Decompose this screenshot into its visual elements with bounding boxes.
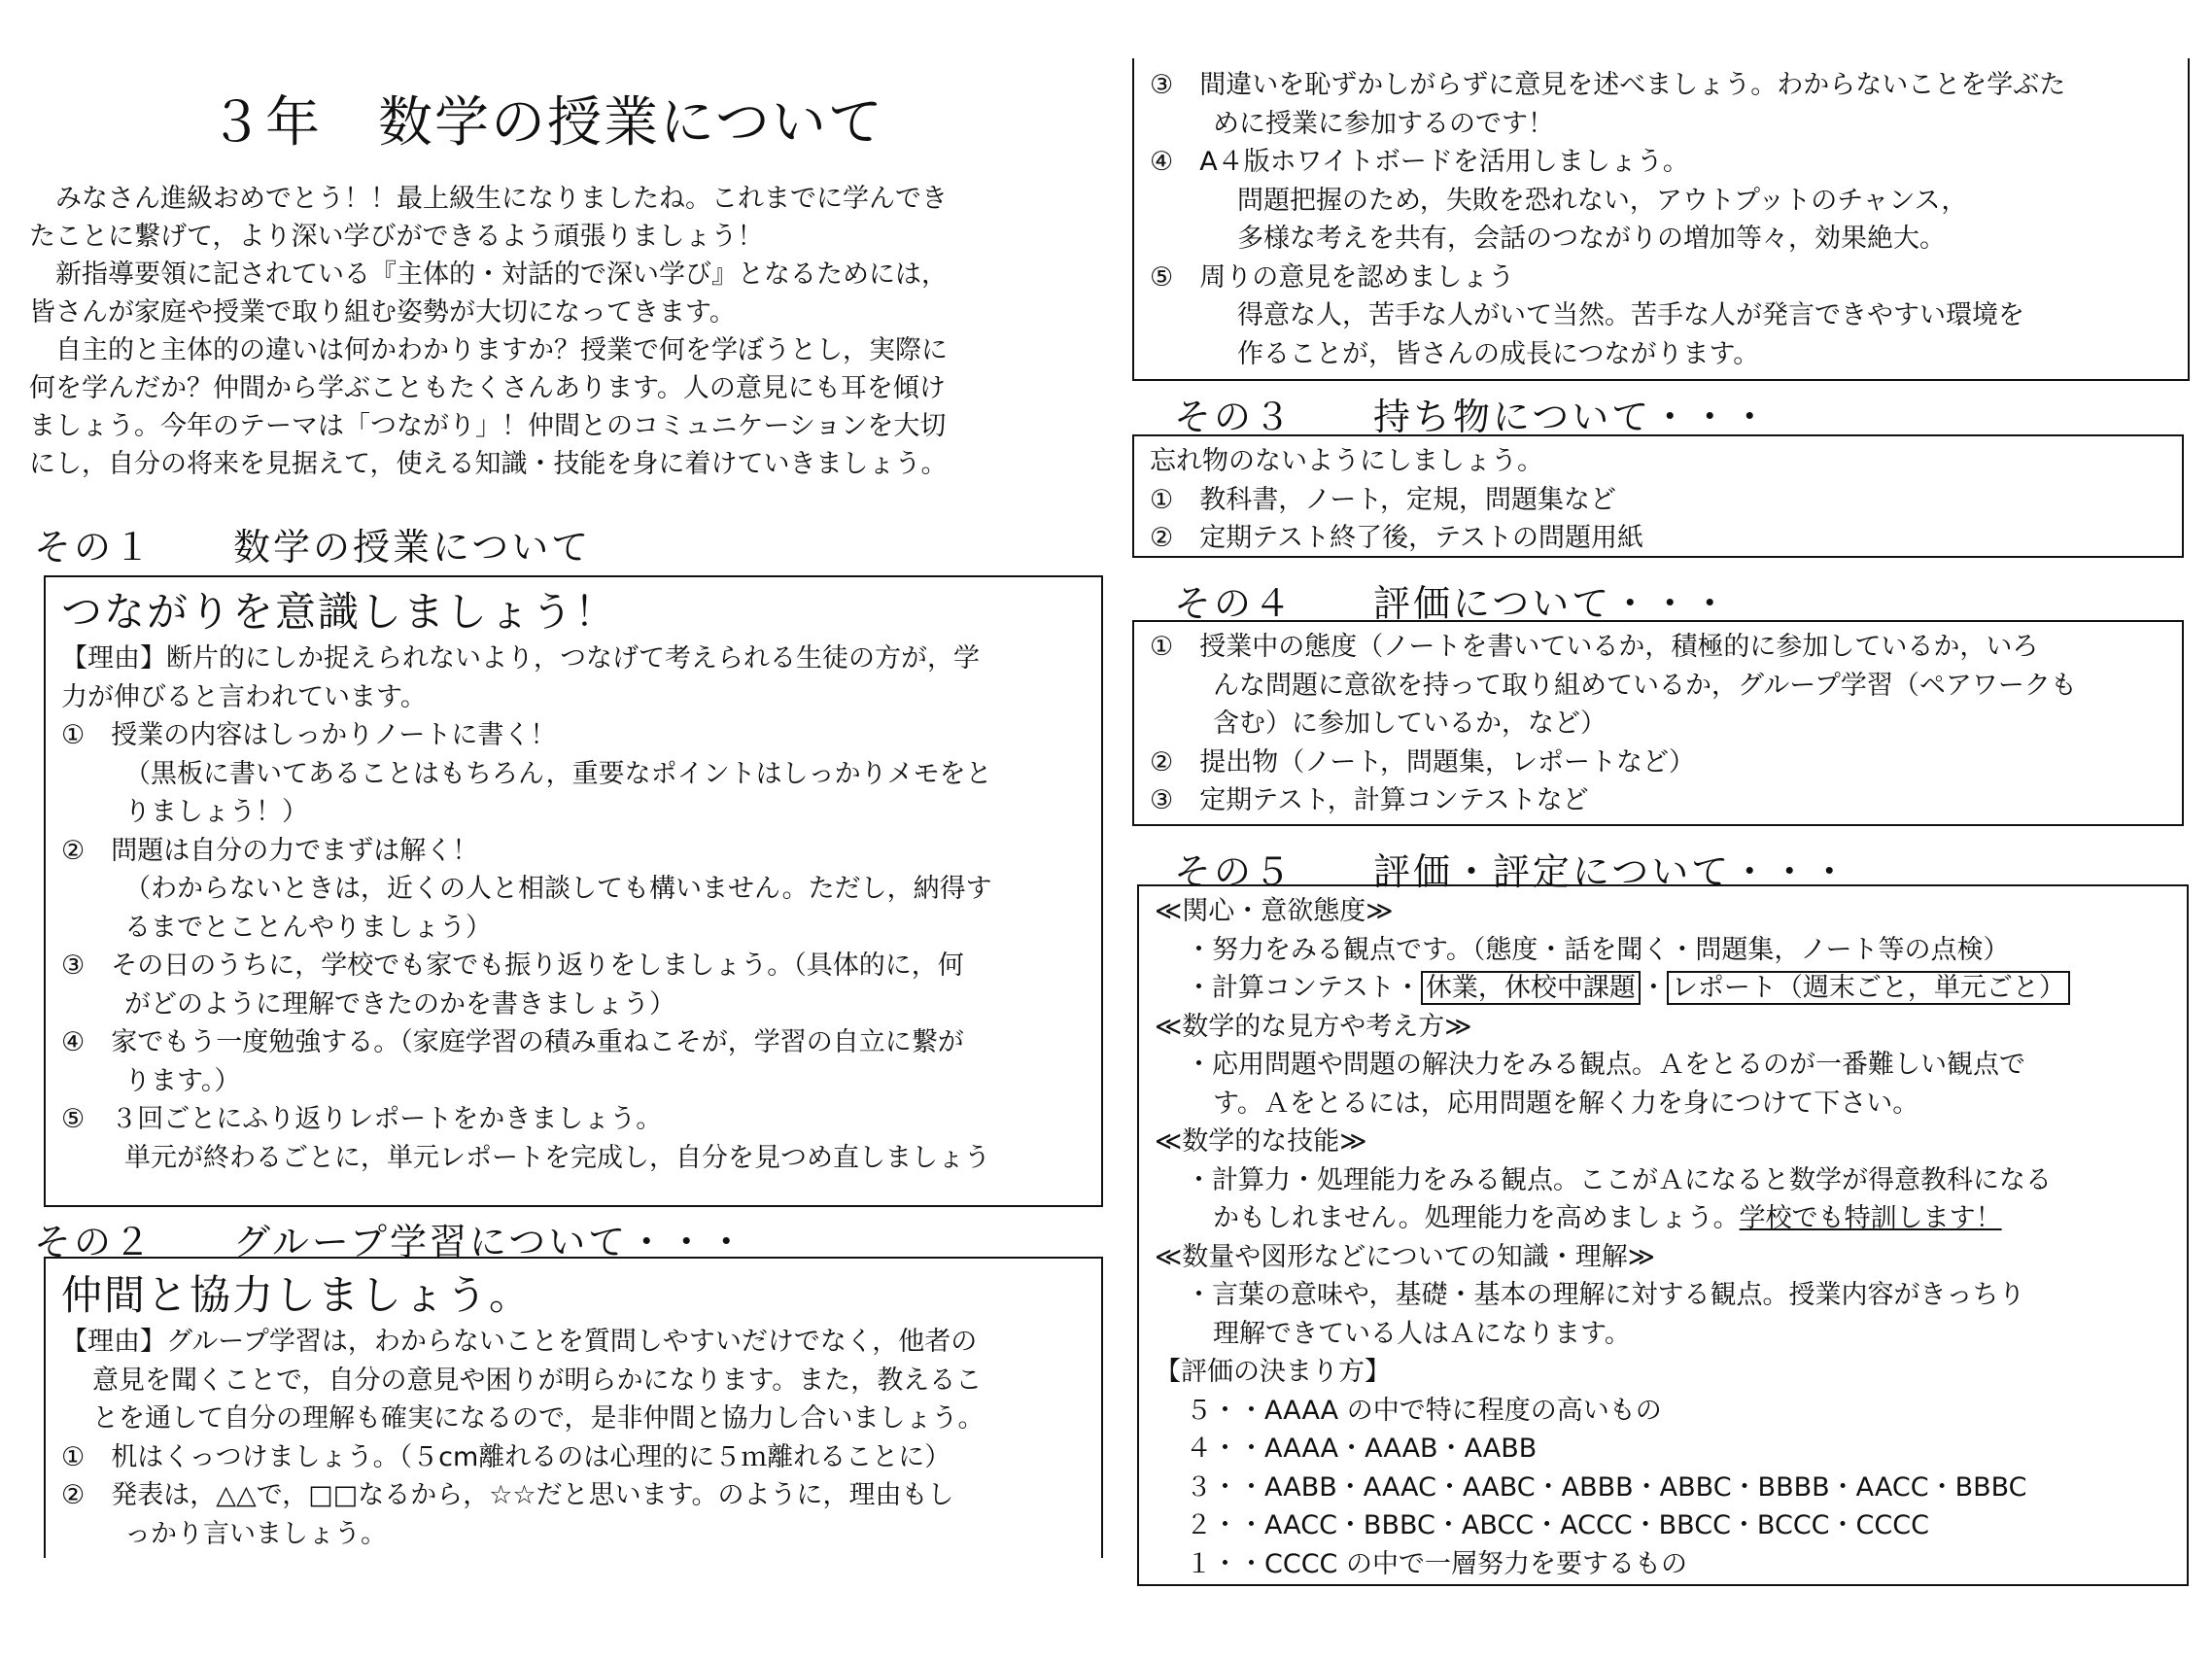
section1-box — [44, 575, 1103, 1207]
text-line: 忘れ物のないようにしましょう。 — [1150, 446, 1543, 476]
section5-heading: その５ 評価・評定について・・・ — [1174, 850, 1851, 893]
grading-heading: 【評価の決まり方】 — [1155, 1357, 1391, 1387]
criterion-interest: ≪関心・意欲態度≫ — [1155, 896, 1394, 926]
section3-box — [1132, 434, 2184, 558]
text-line: 作ることが，皆さんの成長につながります。 — [1237, 338, 1760, 369]
section3-lines — [1150, 442, 2166, 558]
criterion-text: す。Ａをとるには，応用問題を解く力を身につけて下さい。 — [1213, 1088, 1919, 1119]
section2-lines — [61, 1323, 1086, 1553]
criterion-knowledge: ≪数量や図形などについての知識・理解≫ — [1155, 1241, 1655, 1272]
intro-line: 何を学んだか？仲間から学ぶこともたくさんあります。人の意見にも耳を傾け — [29, 373, 946, 403]
text-line: ① 授業の内容はしっかりノートに書く！ — [61, 720, 557, 750]
boxed-text: 休業，休校中課題 — [1421, 971, 1641, 1005]
text-line: っかり言いましょう。 — [124, 1518, 387, 1549]
section2-heading: その２ グループ学習について・・・ — [34, 1221, 748, 1263]
text-line: ① 机はくっつけましょう。（５cm離れるのは心理的に５ｍ離れることに） — [61, 1441, 951, 1472]
criterion-text — [1155, 969, 2171, 1008]
text-span: ・ — [1640, 973, 1667, 1003]
underlined-text: 学校でも特訓します！ — [1739, 1203, 2002, 1233]
text-line: めに授業に参加するのです！ — [1213, 108, 1554, 139]
section2-continued-box — [1132, 58, 2190, 381]
section2-box — [44, 1257, 1103, 1558]
boxed-text: レポート（週末ごと，単元ごと） — [1667, 971, 2070, 1005]
intro-line: にし，自分の将来を見据えて，使える知識・技能を身に着けていきましょう。 — [29, 449, 948, 479]
criterion-text — [1155, 1199, 2171, 1238]
intro-line: みなさん進級おめでとう！！最上級生になりましたね。これまでに学んでき — [29, 184, 948, 214]
text-line: とを通して自分の理解も確実になるので，是非仲間と協力し合いましょう。 — [92, 1403, 985, 1434]
text-line: ④ 家でもう一度勉強する。（家庭学習の積み重ねこそが，学習の自立に繋が — [61, 1027, 964, 1057]
text-line: 力が伸びると言われています。 — [61, 681, 427, 712]
intro-line: たことに繋げて，より深い学びができるよう頑張りましょう！ — [29, 222, 764, 252]
text-line: （黒板に書いてあることはもちろん，重要なポイントはしっかりメモをと — [124, 758, 992, 789]
text-line: ① 授業中の態度（ノートを書いているか，積極的に参加しているか，いろ — [1150, 632, 2039, 662]
text-line: ③ 間違いを恥ずかしがらずに意見を述べましょう。わからないことを学ぶた — [1150, 70, 2066, 100]
text-line: 【理由】断片的にしか捉えられないより，つなげて考えられる生徒の方が，学 — [61, 643, 980, 674]
text-line: ② 提出物（ノート，問題集，レポートなど） — [1150, 746, 1695, 778]
text-span: かもしれません。処理能力を高めましょう。 — [1213, 1203, 1740, 1233]
criterion-text: 理解できている人はＡになります。 — [1213, 1318, 1631, 1349]
criterion-skill: ≪数学的な技能≫ — [1155, 1126, 1367, 1157]
intro-line: 皆さんが家庭や授業で取り組む姿勢が大切になってきます。 — [29, 297, 736, 328]
intro-paragraph — [29, 180, 1069, 483]
text-line: 含む）に参加しているか，など） — [1213, 709, 1607, 739]
text-line: ④ A４版ホワイトボードを活用しましょう。 — [1150, 147, 1689, 177]
criterion-text: ・応用問題や問題の解決力をみる観点。Ａをとるのが一番難しい観点で — [1186, 1050, 2025, 1080]
section2-continued-lines — [1150, 66, 2172, 373]
text-line: 単元が終わるごとに，単元レポートを完成し，自分を見つめ直しましょう — [124, 1142, 990, 1173]
text-line: 問題把握のため，失敗を恐れない，アウトプットのチャンス， — [1237, 185, 1968, 216]
text-line: ③ 定期テスト，計算コンテストなど — [1150, 785, 1589, 815]
intro-line: 新指導要領に記されている『主体的・対話的で深い学び』となるためには， — [29, 259, 948, 290]
text-line: 【理由】グループ学習は，わからないことを質問しやすいだけでなく，他者の — [61, 1327, 978, 1357]
text-line: りましょう！） — [124, 797, 308, 827]
grade-rule: ２・・AACC・BBBC・ABCC・ACCC・BBCC・BCCC・CCCC — [1186, 1510, 1929, 1540]
text-line: んな問題に意欲を持って取り組めているか，グループ学習（ペアワークも — [1213, 670, 2077, 701]
text-line: ⑤ 周りの意見を認めましょう — [1150, 261, 1515, 293]
text-line: がどのように理解できたのかを書きましょう） — [124, 988, 675, 1020]
text-line: 意見を聞くことで，自分の意見や困りが明らかになります。また，教えるこ — [92, 1365, 983, 1396]
text-line: ① 教科書，ノート，定規，問題集など — [1150, 484, 1616, 515]
section1-slogan: つながりを意識しましょう！ — [61, 588, 618, 636]
grade-rule: １・・CCCC の中で一層努力を要するもの — [1186, 1548, 1687, 1579]
text-line: ② 定期テスト終了後，テストの問題用紙 — [1150, 523, 1644, 553]
criterion-thinking: ≪数学的な見方や考え方≫ — [1155, 1011, 1472, 1042]
grade-rule: ３・・AABB・AAAC・AABC・ABBB・ABBC・BBBB・AACC・BBBC — [1186, 1471, 2027, 1503]
grade-rule: ４・・AAAA・AAAB・AABB — [1186, 1434, 1538, 1464]
section4-heading: その４ 評価について・・・ — [1174, 582, 1732, 625]
section5-box — [1137, 884, 2189, 1586]
text-line: （わからないときは，近くの人と相談しても構いません。ただし，納得す — [124, 874, 992, 904]
intro-line: ましょう。今年のテーマは「つながり」！仲間とのコミュニケーションを大切 — [29, 411, 947, 441]
text-line: るまでとことんやりましょう） — [124, 912, 492, 943]
text-line: ③ その日のうちに，学校でも家でも振り返りをしましょう。（具体的に，何 — [61, 950, 964, 981]
section2-slogan: 仲間と協力しましょう。 — [61, 1271, 533, 1319]
criterion-text: ・計算力・処理能力をみる観点。ここがＡになると数学が得意教科になる — [1186, 1164, 2052, 1195]
text-line: 得意な人，苦手な人がいて当然。苦手な人が発言できやすい環境を — [1237, 300, 2024, 330]
text-line: ⑤ ３回ごとにふり返りレポートをかきましょう。 — [61, 1104, 663, 1134]
section4-box — [1132, 620, 2184, 826]
text-line: 多様な考えを共有，会話のつながりの増加等々，効果絶大。 — [1237, 224, 1946, 254]
section1-heading: その１ 数学の授業について — [34, 526, 592, 569]
text-line: ります。） — [124, 1065, 241, 1096]
section3-heading: その３ 持ち物について・・・ — [1174, 396, 1772, 438]
page-title: ３年 数学の授業について — [209, 91, 884, 155]
section1-lines — [61, 639, 1086, 1177]
intro-line: 自主的と主体的の違いは何かわかりますか？授業で何を学ぼうとし，実際に — [29, 335, 948, 365]
grade-rule: ５・・AAAA の中で特に程度の高いもの — [1186, 1395, 1662, 1426]
criterion-text: ・努力をみる観点です。（態度・話を聞く・問題集，ノート等の点検） — [1186, 934, 2010, 965]
text-line: ② 問題は自分の力でまずは解く！ — [61, 835, 479, 866]
text-line: ② 発表は，△△で，□□なるから，☆☆だと思います。のように，理由もし — [61, 1480, 954, 1510]
text-span: ・計算コンテスト・ — [1186, 973, 1421, 1003]
section4-lines — [1150, 628, 2166, 820]
criterion-text: ・言葉の意味や，基礎・基本の理解に対する観点。授業内容がきっちり — [1186, 1280, 2025, 1310]
